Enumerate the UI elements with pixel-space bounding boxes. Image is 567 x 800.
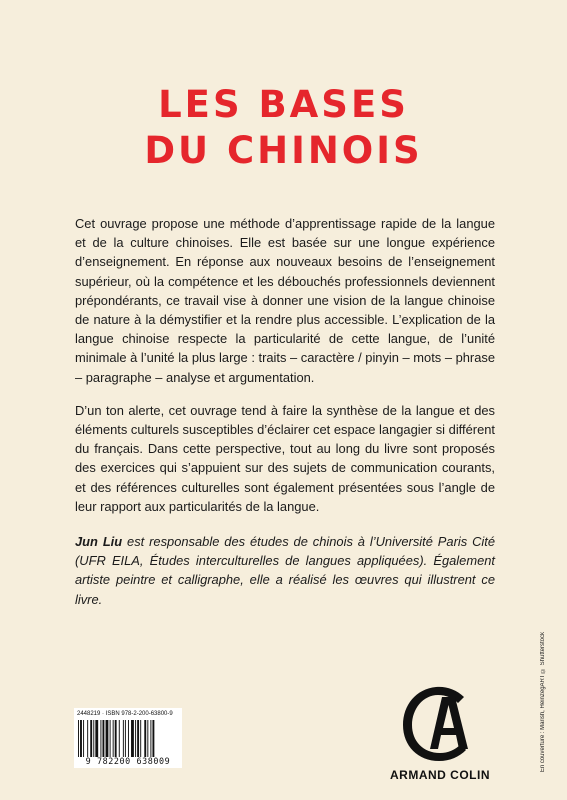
isbn-text: 2448219 · ISBN 978-2-200-63800-9	[77, 711, 173, 717]
publisher-name: ARMAND COLIN	[390, 768, 490, 782]
barcode-number: 9 782200 638009	[85, 756, 171, 766]
author-name: Jun Liu	[75, 534, 123, 549]
barcode-icon	[78, 720, 178, 757]
book-title	[0, 82, 567, 174]
description-paragraph-1: Cet ouvrage propose une méthode d’apprentissage rapide de la langue et de la culture chinoises. Elle est basée sur une longue expérience d’enseignement. En réponse aux nouveaux besoins de l’enseignement supérieur, où la compétence et les débouchés professionnels deviennent prépondérants, ce travail vise à donner une vision de la langue chinoise de nature à la démystifier et la rendre plus accessible. L’explication de la langue chinoise respecte la particularité de cette langue, de l’unité minimale à l’unité la plus large : traits – caractère / pinyin – mots – phrase – paragraphe – analyse et argumentation.	[75, 216, 495, 385]
author-bio-text: est responsable des études de chinois à l’Université Paris Cité (UFR EILA, Études interculturelles de langues appliquées). Également artiste peintre et calligraphe, elle a réalisé les œuvres qui illustrent ce livre.	[75, 534, 495, 607]
author-bio	[75, 532, 495, 609]
description-paragraph-2: D’un ton alerte, cet ouvrage tend à faire la synthèse de la langue et des éléments culturels susceptibles d’éclairer cet espace langagier si différent du français. Dans cette perspective, tout au long du livre sont proposés des exercices qui s’appuient sur des sujets de communication courants, et des références culturelles sont également présentées sous l’angle de leur rapport aux particularités de la langue.	[75, 402, 495, 514]
title-line-2: DU CHINOIS	[144, 129, 423, 172]
description	[75, 214, 495, 516]
cover-credit: En couverture : Marish, HeinzegART © Shutterstock	[540, 632, 546, 773]
barcode-box	[74, 708, 182, 768]
title-line-1: LES BASES	[158, 83, 409, 126]
armand-colin-logo-icon	[398, 683, 482, 765]
